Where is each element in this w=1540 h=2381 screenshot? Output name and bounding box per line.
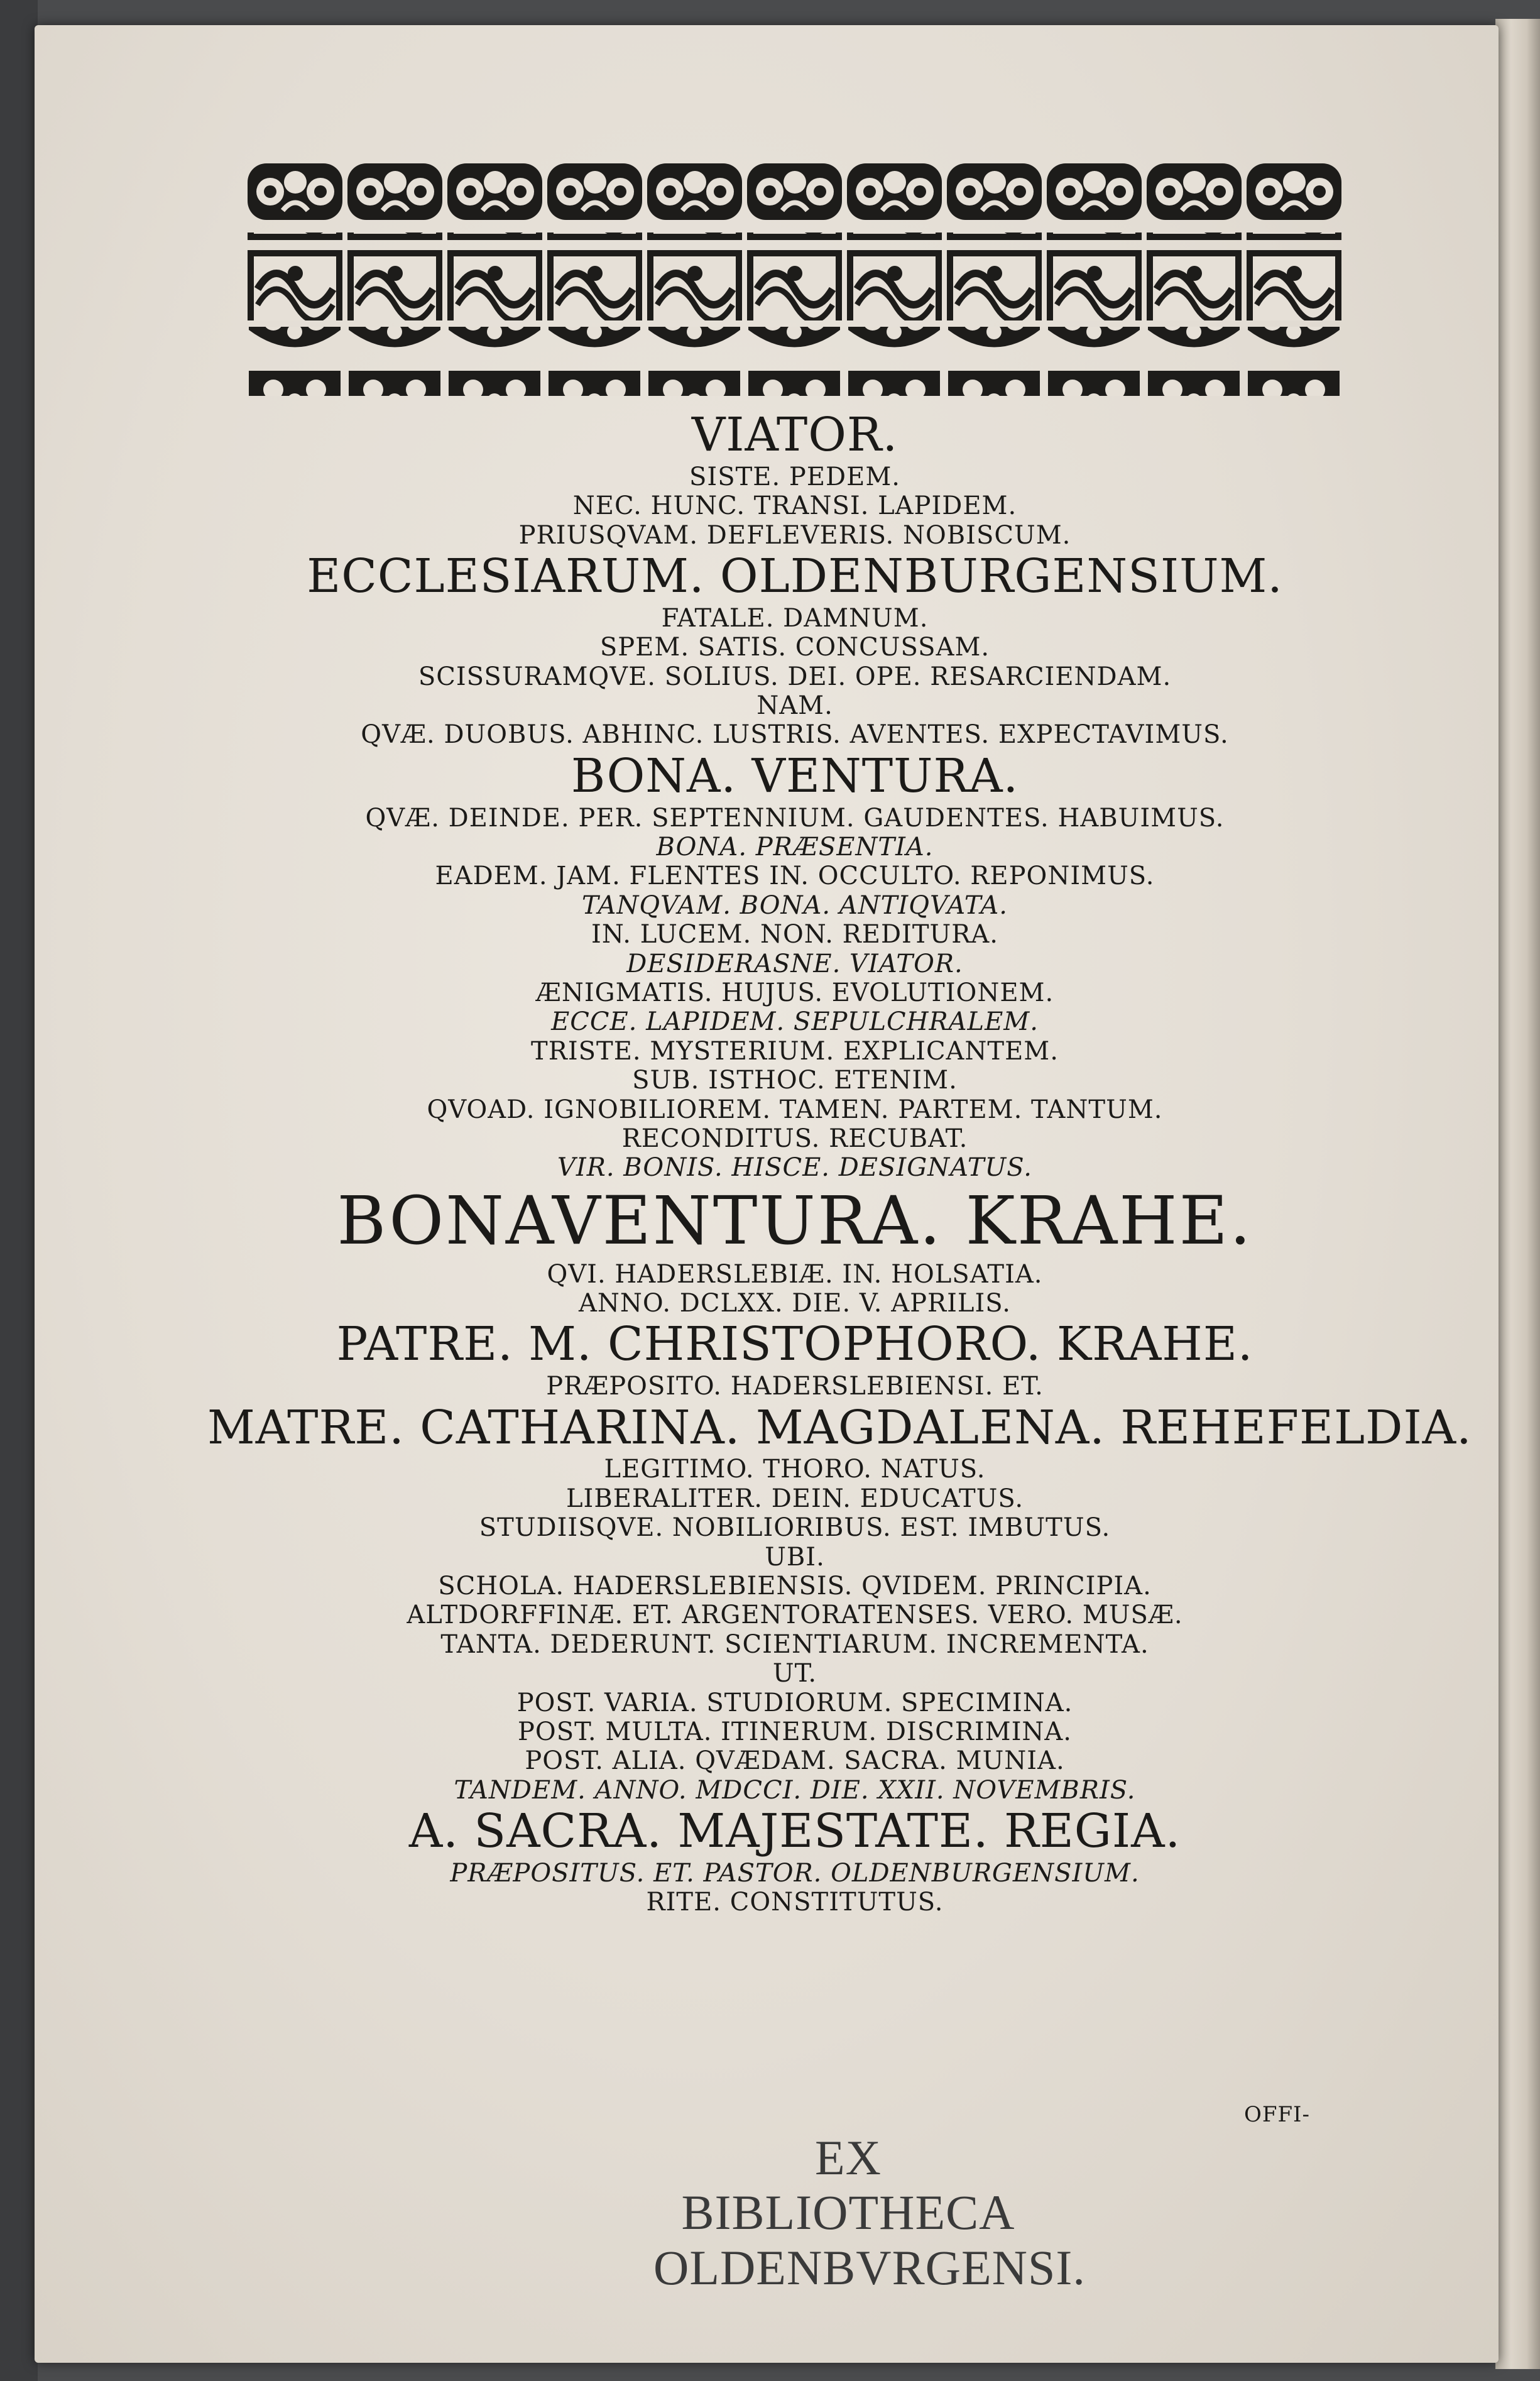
epitaph-line: PRIUSQVAM. DEFLEVERIS. NOBISCUM. bbox=[518, 520, 1071, 550]
epitaph-line: UBI. bbox=[765, 1542, 825, 1572]
epitaph-line: SPEM. SATIS. CONCUSSAM. bbox=[599, 633, 990, 662]
epitaph-line: PRÆPOSITO. HADERSLEBIENSI. ET. bbox=[546, 1372, 1044, 1401]
epitaph-line: QVOAD. IGNOBILIOREM. TAMEN. PARTEM. TANTUM. bbox=[427, 1095, 1163, 1124]
epitaph-line: VIATOR. bbox=[691, 408, 898, 462]
epitaph-line: QVI. HADERSLEBIÆ. IN. HOLSATIA. bbox=[547, 1259, 1043, 1289]
catchword: OFFI- bbox=[1244, 2102, 1310, 2127]
epitaph-line: QVÆ. DEINDE. PER. SEPTENNIUM. GAUDENTES. HABUIMUS. bbox=[365, 803, 1225, 833]
epitaph-line: QVÆ. DUOBUS. ABHINC. LUSTRIS. AVENTES. EXPECTAVIMUS. bbox=[361, 720, 1229, 750]
epitaph-line: RITE. CONSTITUTUS. bbox=[646, 1888, 944, 1917]
epitaph-line: A. SACRA. MAJESTATE. REGIA. bbox=[408, 1804, 1181, 1859]
epitaph-line: PRÆPOSITUS. ET. PASTOR. OLDENBURGENSIUM. bbox=[450, 1858, 1140, 1888]
epitaph-line: STUDIISQVE. NOBILIORIBUS. EST. IMBUTUS. bbox=[479, 1513, 1111, 1543]
epitaph-line: IN. LUCEM. NON. REDITURA. bbox=[591, 920, 998, 950]
epitaph-line: SCHOLA. HADERSLEBIENSIS. QVIDEM. PRINCIPIA. bbox=[438, 1572, 1152, 1601]
epitaph-line: ALTDORFFINÆ. ET. ARGENTORATENSES. VERO. MUSÆ. bbox=[407, 1601, 1183, 1630]
epitaph-line: LEGITIMO. THORO. NATUS. bbox=[604, 1455, 986, 1484]
epitaph-line: DESIDERASNE. VIATOR. bbox=[626, 949, 963, 978]
background-margin bbox=[0, 0, 38, 2381]
epitaph-line: TANTA. DEDERUNT. SCIENTIARUM. INCREMENTA. bbox=[440, 1629, 1149, 1659]
epitaph-line: POST. ALIA. QVÆDAM. SACRA. MUNIA. bbox=[525, 1746, 1065, 1776]
epitaph-line: SISTE. PEDEM. bbox=[689, 462, 900, 491]
epitaph-line: UT. bbox=[772, 1659, 817, 1689]
epitaph-line: RECONDITUS. RECUBAT. bbox=[621, 1124, 968, 1153]
epitaph-line: ÆNIGMATIS. HUJUS. EVOLUTIONEM. bbox=[535, 978, 1054, 1007]
epitaph-line: ECCE. LAPIDEM. SEPULCHRALEM. bbox=[551, 1007, 1039, 1037]
ornamental-header-band bbox=[245, 157, 1345, 396]
epitaph-line: TANQVAM. BONA. ANTIQVATA. bbox=[582, 890, 1008, 920]
next-page-edge bbox=[1495, 19, 1540, 2369]
epitaph-line: TRISTE. MYSTERIUM. EXPLICANTEM. bbox=[531, 1036, 1059, 1066]
epitaph-line: POST. MULTA. ITINERUM. DISCRIMINA. bbox=[518, 1717, 1072, 1746]
epitaph-line: BONAVENTURA. KRAHE. bbox=[337, 1181, 1253, 1259]
epitaph-line: SUB. ISTHOC. ETENIM. bbox=[632, 1066, 958, 1095]
epitaph-line: LIBERALITER. DEIN. EDUCATUS. bbox=[565, 1484, 1024, 1513]
stamp-line-1: EX BIBLIOTHECA bbox=[681, 2130, 1015, 2240]
epitaph-line: POST. VARIA. STUDIORUM. SPECIMINA. bbox=[516, 1688, 1073, 1717]
epitaph-line: VIR. BONIS. HISCE. DESIGNATUS. bbox=[557, 1153, 1032, 1183]
library-stamp bbox=[653, 2130, 1086, 2295]
epitaph-line: EADEM. JAM. FLENTES IN. OCCULTO. REPONIMUS. bbox=[435, 862, 1155, 891]
epitaph-line: BONA. VENTURA. bbox=[571, 748, 1019, 803]
epitaph-line: ANNO. DCLXX. DIE. V. APRILIS. bbox=[579, 1289, 1011, 1318]
epitaph-line: BONA. PRÆSENTIA. bbox=[656, 833, 934, 862]
epitaph-line: TANDEM. ANNO. MDCCI. DIE. XXII. NOVEMBRIS. bbox=[454, 1775, 1136, 1805]
epitaph-line: PATRE. M. CHRISTOPHORO. KRAHE. bbox=[336, 1317, 1253, 1372]
epitaph-line: ECCLESIARUM. OLDENBURGENSIUM. bbox=[307, 549, 1283, 603]
epitaph-line: FATALE. DAMNUM. bbox=[661, 603, 929, 633]
epitaph-text bbox=[207, 408, 1472, 1917]
epitaph-line: NEC. HUNC. TRANSI. LAPIDEM. bbox=[572, 491, 1017, 521]
stamp-line-2: OLDENBVRGENSI. bbox=[653, 2240, 1086, 2295]
epitaph-line: MATRE. CATHARINA. MAGDALENA. REHEFELDIA. bbox=[207, 1400, 1472, 1455]
epitaph-line: NAM. bbox=[756, 691, 833, 720]
epitaph-line: SCISSURAMQVE. SOLIUS. DEI. OPE. RESARCIENDAM. bbox=[418, 662, 1172, 691]
